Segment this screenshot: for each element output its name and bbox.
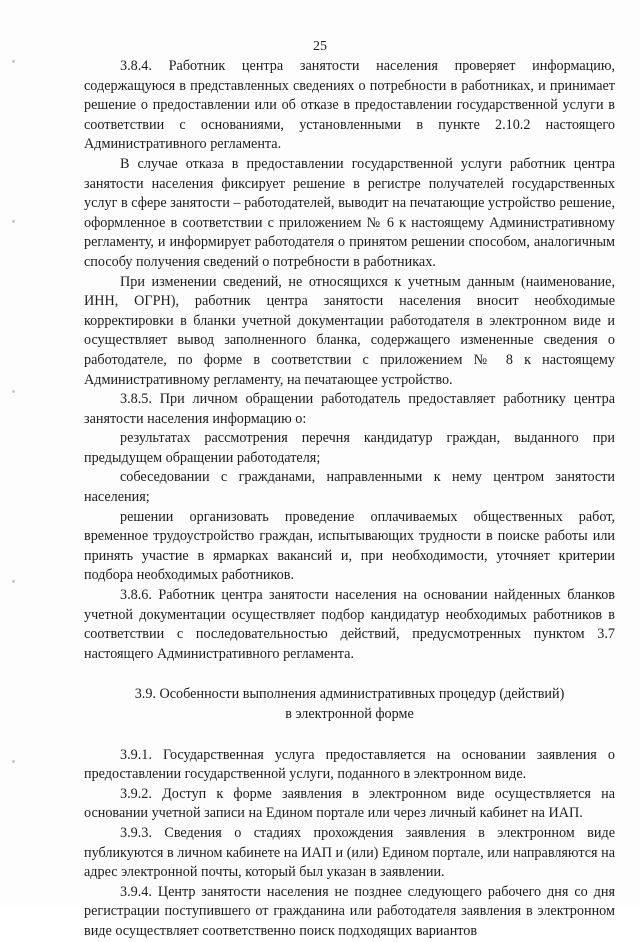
section-heading-line-1: 3.9. Особенности выполнения административных процедур (действий) xyxy=(134,686,565,703)
paragraph-3-9-1: 3.9.1. Государственная услуга предоставляется на основании заявления о предоставлении государственной услуги, поданного в электронном виде. xyxy=(84,746,615,783)
paragraph-3-9-3: 3.9.3. Сведения о стадиях прохождения заявления в электронном виде публикуются в личном кабинете на ИАП и (или) Едином портале, или направляются на адрес электронной почты, который был указан в заявлении. xyxy=(84,824,615,881)
paragraph-3-8-6: 3.8.6. Работник центра занятости населения на основании найденных бланков учетной документации осуществляет подбор кандидатур необходимых работников в соответствии с последовательностью действий, предусмотренных пунктом 3.7 настоящего Административного регламента. xyxy=(84,587,615,662)
paragraph-changes: При изменении сведений, не относящихся к учетным данным (наименование, ИНН, ОГРН), работник центра занятости населения вносит необходимые корректировки в бланки учетной документации работодателя в электронном виде и осуществляет вывод заполненного бланка, содержащего измененные сведения о работодателе, по форме в соответствии с приложением № 8 к настоящему Административному регламенту, на печатающее устройство. xyxy=(84,273,615,388)
paragraph-3-8-5: 3.8.5. При личном обращении работодатель предоставляет работнику центра занятости населения информацию о: xyxy=(84,391,615,427)
document-body xyxy=(84,57,615,942)
binding-dot xyxy=(12,390,15,393)
binding-dot xyxy=(12,580,15,583)
section-heading-line-2: в электронной форме xyxy=(285,706,414,722)
page-number: 25 xyxy=(313,39,327,54)
paragraph-3-9-2: 3.9.2. Доступ к форме заявления в электронном виде осуществляется на основании учетной записи на Едином портале или через личный кабинет на ИАП. xyxy=(84,785,615,822)
paragraph-3-8-4: 3.8.4. Работник центра занятости населения проверяет информацию, содержащуюся в представленных сведениях о потребности в работниках, и принимает решение о предоставлении или об отказе в предоставлении государственной услуги в соответствии с основаниями, установленными в пункте 2.10.2 настоящего Административного регламента. xyxy=(84,58,615,153)
list-item-interviews: собеседовании с гражданами, направленными к нему центром занятости населения; xyxy=(84,469,615,506)
binding-marks xyxy=(12,60,18,860)
list-item-decision: решении организовать проведение оплачиваемых общественных работ, временное трудоустройство граждан, испытывающих трудности в поиске работы или принять участие в ярмарках вакансий и, при необходимости, уточняет критерии подбора необходимых работников. xyxy=(84,508,615,584)
binding-dot xyxy=(12,60,15,63)
paragraph-3-9-4: 3.9.4. Центр занятости населения не позднее следующего рабочего дня со дня регистрации поступившего от гражданина или работодателя заявления в электронном виде осуществляет соответственно поиск подходящих вариантов xyxy=(84,883,615,939)
binding-dot xyxy=(12,760,15,763)
binding-dot xyxy=(12,220,15,223)
list-item-results: результатах рассмотрения перечня кандидатур граждан, выданного при предыдущем обращении работодателя; xyxy=(84,430,615,466)
spacer xyxy=(84,725,615,746)
paragraph-refusal: В случае отказа в предоставлении государственной услуги работник центра занятости населения фиксирует решение в регистре получателей государственных услуг в сфере занятости – работодателей, выводит на печатающие устройство решение, оформленное в соответствии с приложением № 6 к настоящему Административному регламенту, и информирует работодателя о принятом решении способом, аналогичным способу получения сведений о потребности в работниках. xyxy=(84,155,615,270)
spacer xyxy=(84,664,615,685)
